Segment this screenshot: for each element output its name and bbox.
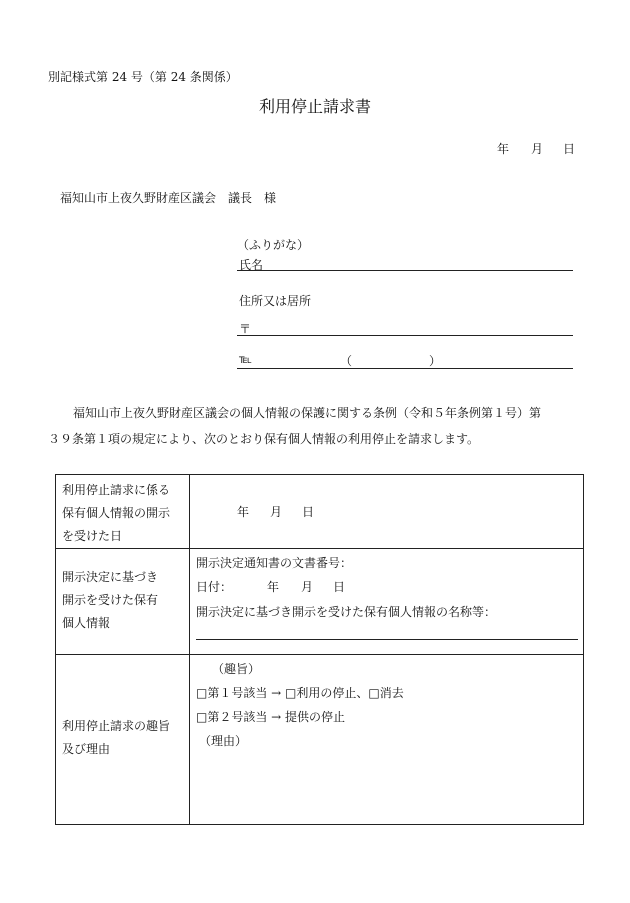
address-field[interactable]: [237, 335, 573, 336]
row2-month-label: 月: [301, 580, 314, 594]
body-text-line1: 福知山市上夜久野財産区議会の個人情報の保護に関する条例（令和５年条例第１号）第: [73, 406, 542, 420]
option-item-2[interactable]: □第２号該当 → 提供の停止: [196, 710, 346, 724]
row3-label-cell: [56, 655, 190, 825]
row1-day-label: 日: [302, 505, 315, 519]
row3-content-cell[interactable]: [190, 655, 584, 825]
purpose-heading: （趣旨）: [212, 662, 261, 676]
reason-heading: （理由）: [199, 734, 248, 748]
recipient: 福知山市上夜久野財産区議会 議長 様: [60, 191, 277, 205]
tel-paren-close: ）: [429, 354, 442, 368]
row2-label-cell: [56, 549, 190, 655]
row1-label-line: 保有個人情報の開示: [62, 506, 171, 520]
tel-field[interactable]: [237, 368, 573, 369]
row1-label-cell: [56, 475, 190, 549]
row2-label-line: 開示を受けた保有: [62, 593, 159, 607]
form-number: 別記様式第 24 号（第 24 条関係）: [48, 70, 238, 84]
row1-year-label: 年: [237, 505, 250, 519]
name-label: 氏名: [239, 258, 264, 272]
row3-label-line: 及び理由: [62, 742, 111, 756]
row1-label-line: を受けた日: [62, 529, 123, 543]
postal-mark: 〒: [239, 322, 252, 336]
page-title: 利用停止請求書: [258, 97, 371, 116]
date-year-label: 年: [497, 142, 510, 156]
row1-label-line: 利用停止請求に係る: [62, 483, 171, 497]
row2-date-label: 日付：: [196, 580, 233, 594]
table-row-purpose-reason: [56, 655, 584, 825]
body-text-line2: ３９条第１項の規定により、次のとおり保有個人情報の利用停止を請求します。: [48, 432, 480, 446]
request-table: [55, 474, 584, 825]
furigana-label: （ふりがな）: [237, 238, 310, 252]
info-name-field[interactable]: [196, 639, 578, 640]
row2-year-label: 年: [267, 580, 280, 594]
tel-paren-open: （: [340, 354, 353, 368]
table-row-disclosure-date: [56, 475, 584, 549]
tel-label: ℡: [239, 352, 252, 366]
option-item-1[interactable]: □第１号該当 → □利用の停止、□消去: [196, 686, 404, 700]
table-row-disclosed-info: [56, 549, 584, 655]
row1-date-cell[interactable]: [190, 475, 584, 549]
row2-label-line: 開示決定に基づき: [62, 570, 159, 584]
address-label: 住所又は居所: [239, 294, 312, 308]
doc-number-label: 開示決定通知書の文書番号：: [196, 556, 353, 570]
row1-month-label: 月: [270, 505, 283, 519]
date-day-label: 日: [563, 142, 576, 156]
name-field[interactable]: [237, 270, 573, 271]
info-name-label: 開示決定に基づき開示を受けた保有個人情報の名称等：: [196, 605, 497, 619]
date-month-label: 月: [531, 142, 544, 156]
row2-day-label: 日: [333, 580, 346, 594]
row3-label-line: 利用停止請求の趣旨: [62, 719, 171, 733]
row2-content-cell: [190, 549, 584, 655]
row2-label-line: 個人情報: [62, 616, 111, 630]
